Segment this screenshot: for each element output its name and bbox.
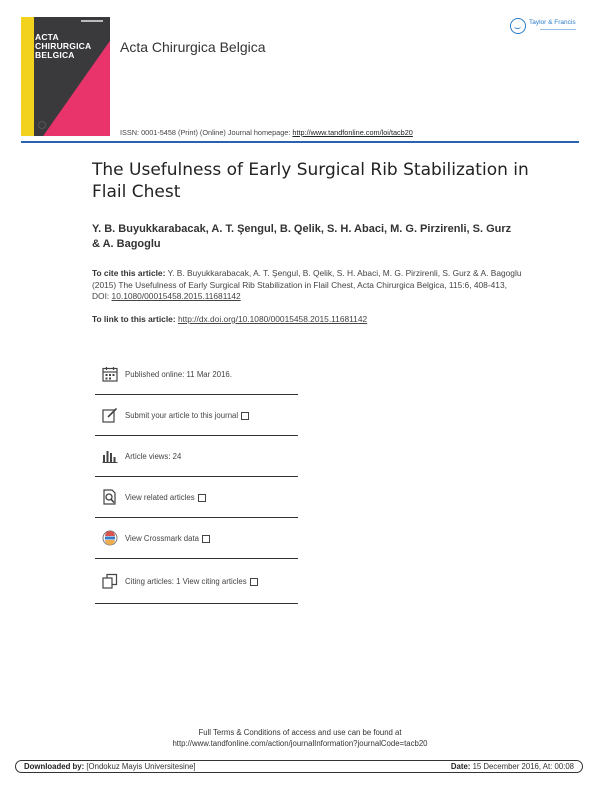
- copy-icon: [101, 572, 119, 590]
- cover-title-line: ACTA: [35, 32, 59, 42]
- info-item-submit[interactable]: [95, 395, 298, 436]
- info-item-citing[interactable]: [95, 559, 298, 604]
- info-label[interactable]: Submit your article to this journal: [125, 410, 239, 420]
- search-document-icon: [101, 488, 119, 506]
- external-link-icon: [198, 494, 206, 502]
- downloaded-by-label: Downloaded by:: [24, 762, 85, 771]
- info-item-published: [95, 354, 298, 395]
- terms-url-link[interactable]: http://www.tandfonline.com/action/journalInformation?journalCode=tacb20: [172, 739, 428, 748]
- downloaded-by: [24, 762, 196, 771]
- cover-title-line: CHIRURGICA: [35, 41, 92, 51]
- article-link-label: To link to this article:: [92, 314, 176, 324]
- terms-line: Full Terms & Conditions of access and use can be found at: [198, 728, 402, 737]
- download-info-bar: [15, 760, 583, 773]
- citation-text: Y. B. Buyukkarabacak, A. T. Şengul, B. Qelik, S. H. Abaci, M. G. Pirzirenli, S. Gurz & A. Bagoglu (2015) The Usefulness of Early Surgical Rib Stabilization in Flail Chest, Acta Chirurgica Belgica, 115:6, 408-413, DOI:: [92, 268, 522, 301]
- article-title: The Usefulness of Early Surgical Rib Stabilization in Flail Chest: [92, 160, 529, 202]
- article-info-list: [95, 354, 298, 604]
- article-authors: Y. B. Buyukkarabacak, A. T. Şengul, B. Qelik, S. H. Abaci, M. G. Pirzirenli, S. Gurz & A. Bagoglu: [92, 223, 512, 250]
- info-item-related[interactable]: [95, 477, 298, 518]
- citation-block: [92, 268, 524, 303]
- citation-label: To cite this article:: [92, 268, 166, 278]
- crossmark-icon: [101, 529, 119, 547]
- publisher-logo-icon: [510, 18, 526, 34]
- terms-footer: [0, 727, 600, 749]
- journal-homepage-link[interactable]: http://www.tandfonline.com/loi/tacb20: [292, 128, 413, 137]
- info-item-crossmark[interactable]: [95, 518, 298, 559]
- info-item-views: [95, 436, 298, 477]
- info-label[interactable]: View Crossmark data: [125, 533, 199, 543]
- calendar-icon: [101, 365, 119, 383]
- download-date-value: 15 December 2016, At: 00:08: [472, 762, 574, 771]
- article-url-link[interactable]: http://dx.doi.org/10.1080/00015458.2015.11681142: [177, 314, 368, 324]
- info-label[interactable]: View related articles: [125, 492, 195, 502]
- info-label[interactable]: Citing articles: 1 View citing articles: [125, 576, 247, 586]
- doi-link[interactable]: 10.1080/00015458.2015.11681142: [111, 291, 241, 301]
- header-divider: [21, 141, 579, 143]
- external-link-icon: [241, 412, 249, 420]
- cover-title-line: BELGICA: [35, 50, 75, 60]
- download-date-label: Date:: [450, 762, 471, 771]
- cover-top-line: [81, 20, 103, 22]
- external-link-icon: [250, 578, 258, 586]
- journal-cover: [21, 17, 110, 136]
- cover-title: [35, 33, 107, 60]
- downloaded-by-value: [Ondokuz Mayis Universitesine]: [86, 762, 196, 771]
- bar-chart-icon: [101, 447, 119, 465]
- publisher-logo-text: Taylor & Francis: [529, 19, 576, 26]
- external-link-icon: [202, 535, 210, 543]
- publisher-logo-underline: [540, 29, 576, 30]
- cover-yellow-strip: [21, 17, 34, 136]
- article-link-line: [92, 314, 542, 324]
- journal-title: Acta Chirurgica Belgica: [120, 39, 266, 55]
- cover-logo-icon: [38, 121, 46, 129]
- info-label: Published online: 11 Mar 2016.: [125, 369, 232, 379]
- issn-line: [120, 128, 413, 137]
- info-label: Article views: 24: [125, 451, 182, 461]
- download-date: [451, 762, 574, 771]
- edit-icon: [101, 406, 119, 424]
- publisher-logo[interactable]: [510, 16, 588, 40]
- issn-text: ISSN: 0001-5458 (Print) (Online) Journal homepage:: [120, 128, 291, 137]
